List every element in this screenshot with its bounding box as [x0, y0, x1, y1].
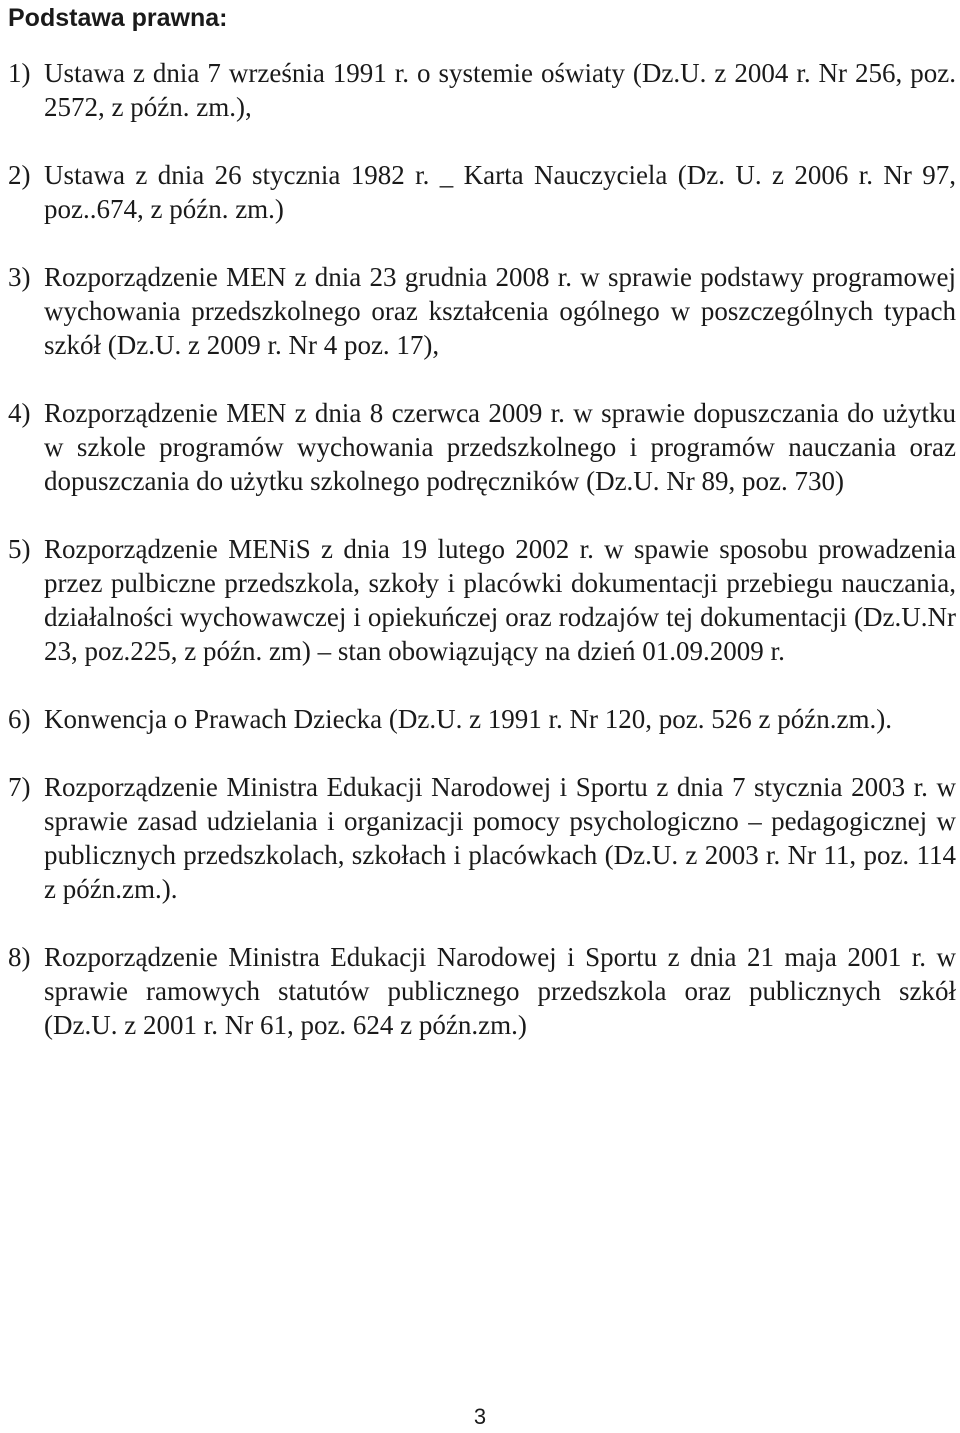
list-item-number: 7) [8, 772, 31, 802]
list-item-text: Ustawa z dnia 7 września 1991 r. o systemie oświaty (Dz.U. z 2004 r. Nr 256, poz. 2572, z późn. zm.), [44, 58, 956, 122]
list-item-text: Rozporządzenie MEN z dnia 8 czerwca 2009 r. w sprawie dopuszczania do użytku w szkole programów wychowania przedszkolnego i programów nauczania oraz dopuszczania do użytku szkolnego podręczników (Dz.U. Nr 89, poz. 730) [44, 398, 956, 496]
list-item [8, 702, 956, 736]
list-item-text: Rozporządzenie MENiS z dnia 19 lutego 2002 r. w spawie sposobu prowadzenia przez pulbiczne przedszkola, szkoły i placówki dokumentacji przebiegu nauczania, działalności wychowawczej i opiekuńczej oraz rodzajów tej dokumentacji (Dz.U.Nr 23, poz.225, z późn. zm) – stan obowiązujący na dzień 01.09.2009 r. [44, 534, 956, 666]
list-item-number: 6) [8, 704, 31, 734]
list-item-number: 1) [8, 58, 31, 88]
list-item-text: Rozporządzenie Ministra Edukacji Narodowej i Sportu z dnia 7 stycznia 2003 r. w sprawie zasad udzielania i organizacji pomocy psychologiczno – pedagogicznej w publicznych przedszkolach, szkołach i placówkach (Dz.U. z 2003 r. Nr 11, poz. 114 z późn.zm.). [44, 772, 956, 904]
list-item [8, 158, 956, 226]
list-item-number: 8) [8, 942, 31, 972]
list-item [8, 56, 956, 124]
legal-basis-list [8, 56, 956, 1042]
list-item-number: 2) [8, 160, 31, 190]
list-item [8, 940, 956, 1042]
document-heading: Podstawa prawna: [8, 4, 228, 32]
list-item [8, 770, 956, 906]
list-item-text: Rozporządzenie Ministra Edukacji Narodowej i Sportu z dnia 21 maja 2001 r. w sprawie ramowych statutów publicznego przedszkola oraz publicznych szkół (Dz.U. z 2001 r. Nr 61, poz. 624 z późn.zm.) [44, 942, 956, 1040]
list-item [8, 396, 956, 498]
list-item [8, 532, 956, 668]
list-item [8, 260, 956, 362]
list-item-text: Ustawa z dnia 26 stycznia 1982 r. _ Karta Nauczyciela (Dz. U. z 2006 r. Nr 97, poz..674, z późn. zm.) [44, 160, 956, 224]
list-item-number: 5) [8, 534, 31, 564]
list-item-text: Rozporządzenie MEN z dnia 23 grudnia 2008 r. w sprawie podstawy programowej wychowania przedszkolnego oraz kształcenia ogólnego w poszczególnych typach szkół (Dz.U. z 2009 r. Nr 4 poz. 17), [44, 262, 956, 360]
list-item-text: Konwencja o Prawach Dziecka (Dz.U. z 1991 r. Nr 120, poz. 526 z późn.zm.). [44, 704, 892, 734]
list-item-number: 3) [8, 262, 31, 292]
list-item-number: 4) [8, 398, 31, 428]
page-number: 3 [473, 1404, 487, 1429]
